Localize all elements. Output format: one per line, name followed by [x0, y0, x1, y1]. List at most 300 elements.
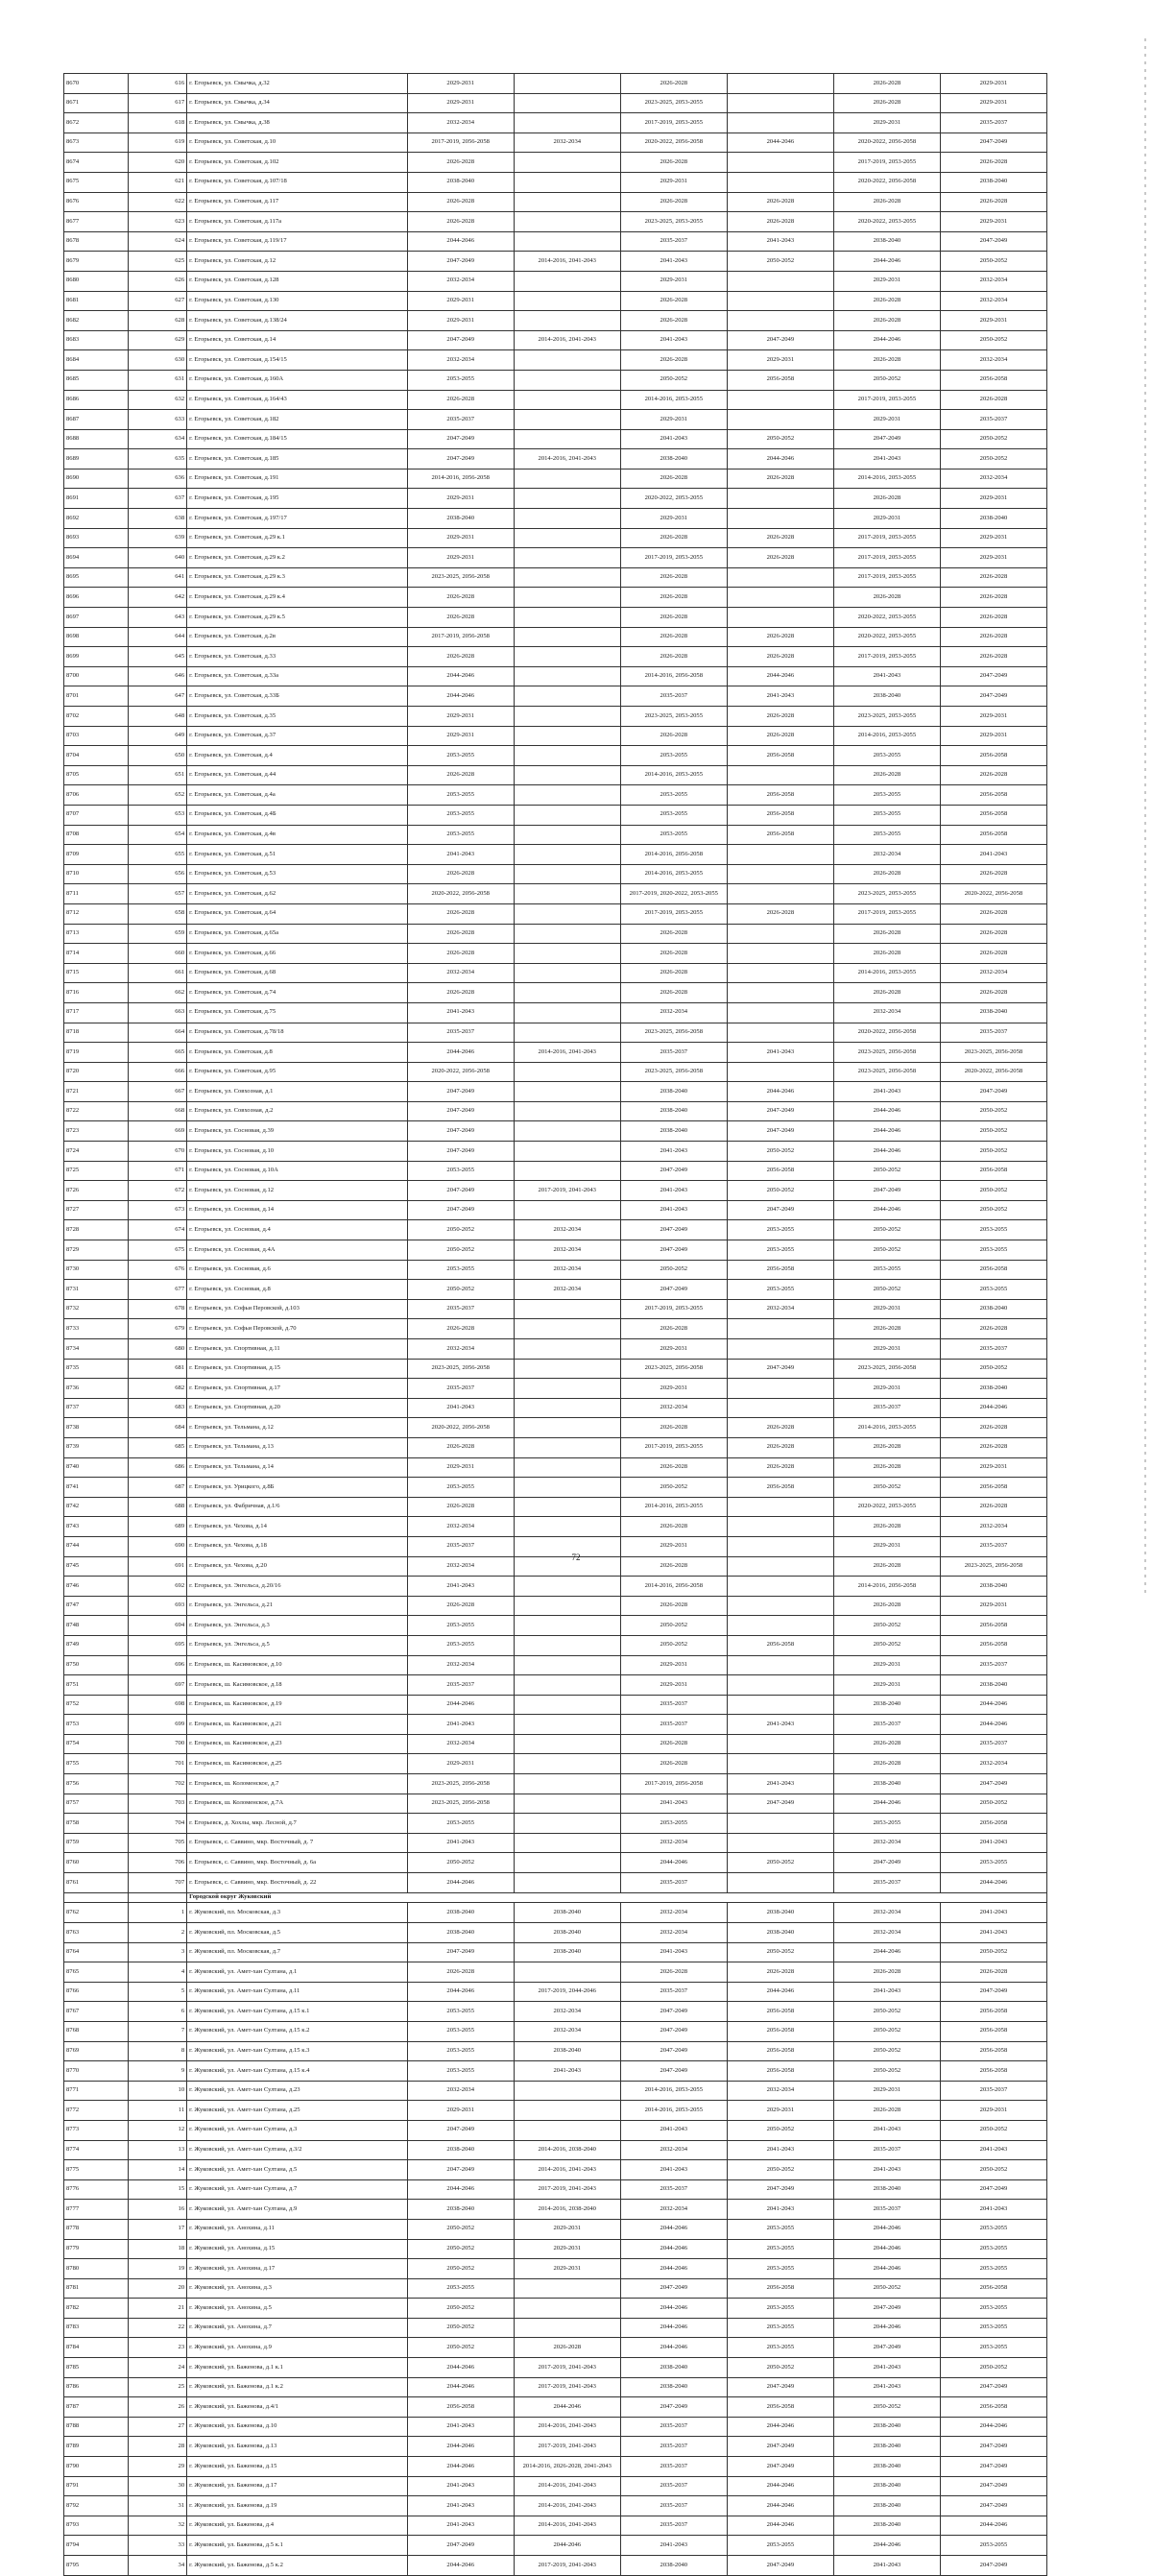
- cell-registry-number: 8773: [64, 2120, 129, 2140]
- cell-item-number: 690: [129, 1536, 187, 1556]
- cell-item-number: 672: [129, 1181, 187, 1201]
- cell-item-number: 644: [129, 627, 187, 647]
- cell-period-1: 2044-2046: [407, 1695, 514, 1715]
- cell-period-6: 2056-2058: [940, 2278, 1046, 2299]
- cell-period-4: [727, 1062, 833, 1082]
- cell-address: г. Егорьевск, ул. Советская, д.2в: [187, 627, 408, 647]
- cell-period-5: 2026-2028: [833, 93, 940, 113]
- cell-period-4: 2056-2058: [727, 2278, 833, 2299]
- cell-address: г. Егорьевск, ул. Сосновая, д.14: [187, 1200, 408, 1220]
- cell-item-number: 623: [129, 212, 187, 232]
- cell-period-6: 2041-2043: [940, 1833, 1046, 1853]
- cell-period-4: [727, 1398, 833, 1418]
- cell-registry-number: 8694: [64, 548, 129, 568]
- cell-period-1: 2050-2052: [407, 1240, 514, 1261]
- cell-period-2: [514, 1833, 620, 1853]
- cell-period-6: 2023-2025, 2056-2058: [940, 1043, 1046, 1063]
- cell-period-4: 2047-2049: [727, 1200, 833, 1220]
- cell-period-4: [727, 1319, 833, 1339]
- cell-period-2: [514, 153, 620, 173]
- table-row: [64, 271, 1047, 291]
- table-row: [64, 707, 1047, 727]
- cell-period-1: 2044-2046: [407, 686, 514, 707]
- cell-registry-number: 8731: [64, 1280, 129, 1300]
- cell-registry-number: 8736: [64, 1379, 129, 1399]
- table-row: [64, 390, 1047, 410]
- cell-period-2: 2017-2019, 2041-2043: [514, 2556, 620, 2576]
- cell-item-number: 30: [129, 2476, 187, 2496]
- cell-address: г. Жуковский, ул. Амет-хан Султана, д.5: [187, 2160, 408, 2180]
- table-row: [64, 666, 1047, 686]
- cell-period-2: [514, 1062, 620, 1082]
- cell-period-4: [727, 608, 833, 628]
- cell-address: г. Егорьевск, ул. Советская, д.154/15: [187, 350, 408, 371]
- cell-period-2: 2038-2040: [514, 1903, 620, 1923]
- cell-period-5: 2047-2049: [833, 1181, 940, 1201]
- cell-period-5: 2041-2043: [833, 1082, 940, 1102]
- table-row: [64, 370, 1047, 390]
- cell-period-1: 2026-2028: [407, 192, 514, 212]
- cell-period-2: [514, 350, 620, 371]
- section-title: Городской округ Жуковский: [187, 1892, 1047, 1903]
- cell-period-4: 2041-2043: [727, 686, 833, 707]
- cell-period-5: 2014-2016, 2053-2055: [833, 963, 940, 983]
- cell-registry-number: 8759: [64, 1833, 129, 1853]
- cell-period-3: 2026-2028: [620, 528, 727, 548]
- cell-registry-number: [64, 1892, 129, 1903]
- cell-period-2: 2014-2016, 2041-2043: [514, 449, 620, 469]
- cell-period-4: [727, 1577, 833, 1597]
- cell-period-1: 2053-2055: [407, 785, 514, 806]
- cell-address: г. Жуковский, пл. Московская, д.5: [187, 1923, 408, 1943]
- cell-period-6: 2050-2052: [940, 252, 1046, 272]
- cell-period-6: 2050-2052: [940, 1200, 1046, 1220]
- cell-period-5: 2053-2055: [833, 805, 940, 825]
- cell-period-2: 2017-2019, 2041-2043: [514, 2179, 620, 2200]
- cell-period-3: 2035-2037: [620, 686, 727, 707]
- cell-period-2: 2017-2019, 2041-2043: [514, 1181, 620, 1201]
- table-row: [64, 2476, 1047, 2496]
- cell-period-1: 2029-2031: [407, 528, 514, 548]
- cell-period-5: 2041-2043: [833, 2556, 940, 2576]
- cell-period-4: [727, 963, 833, 983]
- cell-period-3: 2023-2025, 2056-2058: [620, 1359, 727, 1379]
- cell-period-3: 2014-2016, 2053-2055: [620, 765, 727, 785]
- cell-period-1: 2026-2028: [407, 1596, 514, 1616]
- cell-period-6: 2050-2052: [940, 2120, 1046, 2140]
- cell-period-3: 2047-2049: [620, 2002, 727, 2022]
- cell-period-6: 2047-2049: [940, 666, 1046, 686]
- cell-address: г. Жуковский, ул. Баженова, д.19: [187, 2496, 408, 2516]
- cell-period-3: 2014-2016, 2053-2055: [620, 2081, 727, 2101]
- cell-period-6: 2026-2028: [940, 390, 1046, 410]
- cell-period-6: 2050-2052: [940, 2358, 1046, 2378]
- cell-period-4: 2026-2028: [727, 1962, 833, 1983]
- cell-period-4: 2044-2046: [727, 1082, 833, 1102]
- cell-period-5: 2029-2031: [833, 1675, 940, 1696]
- table-row: [64, 903, 1047, 924]
- cell-registry-number: 8737: [64, 1398, 129, 1418]
- cell-period-2: [514, 1002, 620, 1023]
- cell-period-2: [514, 1734, 620, 1754]
- cell-item-number: 691: [129, 1556, 187, 1577]
- cell-period-1: 2041-2043: [407, 2516, 514, 2536]
- cell-item-number: 703: [129, 1794, 187, 1814]
- cell-period-6: 2032-2034: [940, 291, 1046, 311]
- cell-period-4: [727, 1002, 833, 1023]
- cell-period-3: 2026-2028: [620, 963, 727, 983]
- cell-item-number: 684: [129, 1418, 187, 1438]
- cell-registry-number: 8741: [64, 1478, 129, 1498]
- cell-period-3: 2038-2040: [620, 2377, 727, 2397]
- cell-period-1: 2035-2037: [407, 410, 514, 430]
- cell-period-5: 2029-2031: [833, 1655, 940, 1675]
- cell-period-3: 2038-2040: [620, 1121, 727, 1142]
- cell-period-3: 2026-2028: [620, 627, 727, 647]
- cell-registry-number: 8783: [64, 2318, 129, 2338]
- cell-period-4: [727, 74, 833, 94]
- cell-item-number: 628: [129, 311, 187, 331]
- cell-period-3: 2032-2034: [620, 2140, 727, 2160]
- cell-address: г. Егорьевск, ул. Сосновая, д.6: [187, 1260, 408, 1280]
- cell-address: г. Егорьевск, ул. Советская, д.62: [187, 884, 408, 904]
- cell-period-2: [514, 93, 620, 113]
- cell-period-1: 2053-2055: [407, 1814, 514, 1834]
- cell-period-2: [514, 864, 620, 884]
- cell-period-3: 2053-2055: [620, 825, 727, 845]
- cell-period-2: [514, 884, 620, 904]
- cell-registry-number: 8770: [64, 2061, 129, 2082]
- cell-address: г. Егорьевск, ул. Тельмана, д.13: [187, 1437, 408, 1457]
- table-row: [64, 785, 1047, 806]
- cell-registry-number: 8756: [64, 1774, 129, 1794]
- cell-item-number: 638: [129, 509, 187, 529]
- cell-period-6: 2056-2058: [940, 2002, 1046, 2022]
- cell-address: г. Жуковский, ул. Амет-хан Султана, д.3: [187, 2120, 408, 2140]
- cell-item-number: 707: [129, 1873, 187, 1893]
- cell-period-4: [727, 390, 833, 410]
- cell-registry-number: 8681: [64, 291, 129, 311]
- cell-period-2: [514, 1101, 620, 1121]
- cell-registry-number: 8718: [64, 1023, 129, 1043]
- cell-registry-number: 8794: [64, 2536, 129, 2556]
- cell-address: г. Жуковский, ул. Баженова, д.4/1: [187, 2397, 408, 2418]
- table-row: [64, 2318, 1047, 2338]
- cell-address: г. Егорьевск, ул. Чехова, д.14: [187, 1517, 408, 1537]
- table-row: [64, 212, 1047, 232]
- table-row: [64, 74, 1047, 94]
- cell-period-4: 2056-2058: [727, 1635, 833, 1655]
- table-row: [64, 1814, 1047, 1834]
- cell-registry-number: 8670: [64, 74, 129, 94]
- cell-registry-number: 8713: [64, 924, 129, 944]
- cell-registry-number: 8705: [64, 765, 129, 785]
- cell-period-1: 2038-2040: [407, 1923, 514, 1943]
- cell-period-3: 2026-2028: [620, 1754, 727, 1774]
- cell-period-4: 2044-2046: [727, 2516, 833, 2536]
- cell-registry-number: 8729: [64, 1240, 129, 1261]
- cell-registry-number: 8744: [64, 1536, 129, 1556]
- cell-registry-number: 8775: [64, 2160, 129, 2180]
- cell-item-number: 637: [129, 489, 187, 509]
- cell-period-3: 2032-2034: [620, 1833, 727, 1853]
- cell-period-1: 2026-2028: [407, 944, 514, 964]
- cell-period-3: 2047-2049: [620, 1220, 727, 1240]
- cell-period-6: 2029-2031: [940, 528, 1046, 548]
- cell-item-number: 688: [129, 1497, 187, 1517]
- cell-period-5: 2014-2016, 2053-2055: [833, 1418, 940, 1438]
- cell-registry-number: 8779: [64, 2239, 129, 2259]
- cell-period-1: 2029-2031: [407, 93, 514, 113]
- cell-period-4: 2026-2028: [727, 647, 833, 667]
- cell-registry-number: 8682: [64, 311, 129, 331]
- cell-period-3: 2029-2031: [620, 172, 727, 192]
- cell-period-4: [727, 588, 833, 608]
- cell-address: г. Егорьевск, ул. Советская, д.66: [187, 944, 408, 964]
- cell-period-6: 2056-2058: [940, 2061, 1046, 2082]
- cell-item-number: 689: [129, 1517, 187, 1537]
- cell-period-2: [514, 963, 620, 983]
- cell-period-3: 2044-2046: [620, 2219, 727, 2239]
- cell-period-1: 2053-2055: [407, 2002, 514, 2022]
- cell-period-1: 2026-2028: [407, 765, 514, 785]
- cell-address: г. Егорьевск, ул. Энгельса, д.20/16: [187, 1577, 408, 1597]
- cell-registry-number: 8769: [64, 2041, 129, 2061]
- cell-registry-number: 8795: [64, 2556, 129, 2576]
- cell-item-number: 685: [129, 1437, 187, 1457]
- cell-period-3: 2035-2037: [620, 1043, 727, 1063]
- cell-period-6: 2038-2040: [940, 1002, 1046, 1023]
- cell-period-6: 2044-2046: [940, 2417, 1046, 2437]
- cell-address: г. Егорьевск, ул. Совхозная, д.1: [187, 1082, 408, 1102]
- cell-period-6: 2026-2028: [940, 903, 1046, 924]
- schedule-table-body: [64, 74, 1047, 2576]
- table-row: [64, 825, 1047, 845]
- cell-address: г. Егорьевск, ул. Смычка, д.34: [187, 93, 408, 113]
- cell-registry-number: 8695: [64, 567, 129, 588]
- cell-registry-number: 8692: [64, 509, 129, 529]
- cell-item-number: 33: [129, 2536, 187, 2556]
- cell-period-6: 2044-2046: [940, 1715, 1046, 1735]
- table-row: [64, 330, 1047, 350]
- cell-period-5: 2050-2052: [833, 1635, 940, 1655]
- cell-period-5: 2044-2046: [833, 1942, 940, 1962]
- cell-address: г. Егорьевск, ул. Советская, д.35: [187, 707, 408, 727]
- cell-period-5: 2035-2037: [833, 2140, 940, 2160]
- table-row: [64, 2140, 1047, 2160]
- cell-period-1: 2047-2049: [407, 1942, 514, 1962]
- cell-period-1: 2047-2049: [407, 449, 514, 469]
- cell-period-3: 2047-2049: [620, 2041, 727, 2061]
- cell-period-1: 2041-2043: [407, 1577, 514, 1597]
- cell-period-1: 2023-2025, 2056-2058: [407, 1794, 514, 1814]
- cell-address: г. Егорьевск, ул. Советская, д.138/24: [187, 311, 408, 331]
- table-row: [64, 1616, 1047, 1636]
- cell-period-5: 2050-2052: [833, 2021, 940, 2041]
- cell-item-number: 616: [129, 74, 187, 94]
- cell-period-4: 2041-2043: [727, 2140, 833, 2160]
- table-row: [64, 924, 1047, 944]
- cell-registry-number: 8740: [64, 1457, 129, 1478]
- cell-period-5: 2038-2040: [833, 2516, 940, 2536]
- cell-registry-number: 8672: [64, 113, 129, 133]
- table-row: [64, 1339, 1047, 1360]
- cell-period-4: [727, 1695, 833, 1715]
- cell-period-1: 2029-2031: [407, 1457, 514, 1478]
- cell-period-4: 2026-2028: [727, 212, 833, 232]
- cell-period-2: 2014-2016, 2041-2043: [514, 2496, 620, 2516]
- cell-address: г. Егорьевск, ул. Советская, д.29 к.1: [187, 528, 408, 548]
- cell-period-5: 2032-2034: [833, 1923, 940, 1943]
- cell-period-1: 2056-2058: [407, 2397, 514, 2418]
- cell-period-2: [514, 1478, 620, 1498]
- cell-address: г. Егорьевск, ул. Советская, д.51: [187, 845, 408, 865]
- cell-address: г. Егорьевск, ул. Советская, д.182: [187, 410, 408, 430]
- cell-period-4: 2047-2049: [727, 1359, 833, 1379]
- cell-period-4: 2050-2052: [727, 1142, 833, 1162]
- cell-period-4: [727, 489, 833, 509]
- cell-period-3: 2041-2043: [620, 1794, 727, 1814]
- cell-registry-number: 8697: [64, 608, 129, 628]
- cell-period-2: [514, 2299, 620, 2319]
- table-row: [64, 2299, 1047, 2319]
- cell-period-6: 2029-2031: [940, 2101, 1046, 2121]
- cell-period-5: 2032-2034: [833, 1903, 940, 1923]
- cell-period-5: 2026-2028: [833, 2101, 940, 2121]
- cell-registry-number: 8793: [64, 2516, 129, 2536]
- cell-period-3: 2023-2025, 2056-2058: [620, 1023, 727, 1043]
- cell-period-2: [514, 983, 620, 1003]
- table-row: [64, 2457, 1047, 2477]
- cell-item-number: 675: [129, 1240, 187, 1261]
- cell-period-2: 2029-2031: [514, 2259, 620, 2279]
- cell-period-3: 2014-2016, 2053-2055: [620, 2101, 727, 2121]
- cell-period-5: 2029-2031: [833, 1379, 940, 1399]
- cell-item-number: 678: [129, 1299, 187, 1319]
- cell-period-4: 2050-2052: [727, 252, 833, 272]
- cell-period-2: [514, 1299, 620, 1319]
- cell-item-number: 660: [129, 944, 187, 964]
- cell-period-1: 2035-2037: [407, 1675, 514, 1696]
- cell-period-3: 2026-2028: [620, 608, 727, 628]
- cell-period-3: 2053-2055: [620, 1814, 727, 1834]
- cell-period-2: 2029-2031: [514, 2219, 620, 2239]
- cell-period-3: 2026-2028: [620, 1734, 727, 1754]
- cell-registry-number: 8727: [64, 1200, 129, 1220]
- cell-period-4: [727, 1023, 833, 1043]
- cell-item-number: 655: [129, 845, 187, 865]
- cell-period-4: [727, 291, 833, 311]
- cell-period-6: 2023-2025, 2056-2058: [940, 1556, 1046, 1577]
- cell-period-3: 2038-2040: [620, 2358, 727, 2378]
- cell-period-2: [514, 1497, 620, 1517]
- cell-period-3: 2014-2016, 2053-2055: [620, 1497, 727, 1517]
- cell-period-2: [514, 1319, 620, 1339]
- cell-registry-number: 8772: [64, 2101, 129, 2121]
- cell-item-number: 682: [129, 1379, 187, 1399]
- cell-period-6: 2038-2040: [940, 509, 1046, 529]
- cell-period-6: 2044-2046: [940, 1398, 1046, 1418]
- cell-period-2: [514, 390, 620, 410]
- cell-period-3: 2026-2028: [620, 588, 727, 608]
- cell-item-number: 640: [129, 548, 187, 568]
- cell-period-3: 2050-2052: [620, 1616, 727, 1636]
- table-row: [64, 449, 1047, 469]
- table-row: [64, 311, 1047, 331]
- cell-period-4: 2053-2055: [727, 2299, 833, 2319]
- cell-period-1: 2026-2028: [407, 864, 514, 884]
- table-row: [64, 1280, 1047, 1300]
- cell-period-3: 2014-2016, 2056-2058: [620, 845, 727, 865]
- cell-period-5: 2026-2028: [833, 765, 940, 785]
- cell-item-number: 664: [129, 1023, 187, 1043]
- table-row: [64, 1754, 1047, 1774]
- cell-period-1: 2050-2052: [407, 2259, 514, 2279]
- cell-period-6: 2032-2034: [940, 1517, 1046, 1537]
- cell-period-5: 2050-2052: [833, 2397, 940, 2418]
- cell-period-3: 2041-2043: [620, 1942, 727, 1962]
- table-row: [64, 410, 1047, 430]
- table-row: [64, 1398, 1047, 1418]
- cell-address: г. Егорьевск, ул. Советская, д.12: [187, 252, 408, 272]
- cell-registry-number: 8725: [64, 1161, 129, 1181]
- cell-period-6: 2053-2055: [940, 2338, 1046, 2358]
- cell-period-5: 2044-2046: [833, 330, 940, 350]
- cell-registry-number: 8762: [64, 1903, 129, 1923]
- cell-period-2: [514, 1142, 620, 1162]
- cell-item-number: 9: [129, 2061, 187, 2082]
- cell-period-1: 2029-2031: [407, 726, 514, 746]
- cell-period-6: 2035-2037: [940, 1339, 1046, 1360]
- cell-period-6: 2041-2043: [940, 2200, 1046, 2220]
- cell-period-1: 2050-2052: [407, 2239, 514, 2259]
- cell-period-2: [514, 410, 620, 430]
- cell-period-1: 2044-2046: [407, 2457, 514, 2477]
- cell-address: г. Егорьевск, ш. Касимовское, д.21: [187, 1715, 408, 1735]
- cell-period-3: 2041-2043: [620, 1142, 727, 1162]
- cell-period-6: 2056-2058: [940, 785, 1046, 806]
- cell-item-number: 673: [129, 1200, 187, 1220]
- cell-registry-number: 8791: [64, 2476, 129, 2496]
- cell-period-1: 2026-2028: [407, 647, 514, 667]
- cell-item-number: 29: [129, 2457, 187, 2477]
- cell-period-6: 2050-2052: [940, 449, 1046, 469]
- cell-period-5: 2038-2040: [833, 2457, 940, 2477]
- cell-address: г. Егорьевск, ул. Сосновая, д.4: [187, 1220, 408, 1240]
- cell-period-4: 2053-2055: [727, 1220, 833, 1240]
- cell-period-3: 2014-2016, 2053-2055: [620, 390, 727, 410]
- cell-period-2: [514, 765, 620, 785]
- cell-period-2: [514, 172, 620, 192]
- table-row: [64, 845, 1047, 865]
- cell-period-4: 2044-2046: [727, 132, 833, 153]
- cell-address: г. Егорьевск, ул. Сосновая, д.12: [187, 1181, 408, 1201]
- table-row: [64, 2101, 1047, 2121]
- cell-period-4: 2053-2055: [727, 2338, 833, 2358]
- cell-period-6: 2056-2058: [940, 805, 1046, 825]
- table-row: [64, 2278, 1047, 2299]
- cell-period-3: 2035-2037: [620, 2476, 727, 2496]
- cell-item-number: 657: [129, 884, 187, 904]
- cell-registry-number: 8688: [64, 429, 129, 449]
- cell-address: г. Егорьевск, ул. Совхозная, д.2: [187, 1101, 408, 1121]
- cell-period-1: 2023-2025, 2056-2058: [407, 567, 514, 588]
- cell-period-3: 2026-2028: [620, 291, 727, 311]
- cell-address: г. Егорьевск, ул. Советская, д.117: [187, 192, 408, 212]
- table-row: [64, 608, 1047, 628]
- table-row: [64, 469, 1047, 489]
- cell-period-5: 2014-2016, 2053-2055: [833, 726, 940, 746]
